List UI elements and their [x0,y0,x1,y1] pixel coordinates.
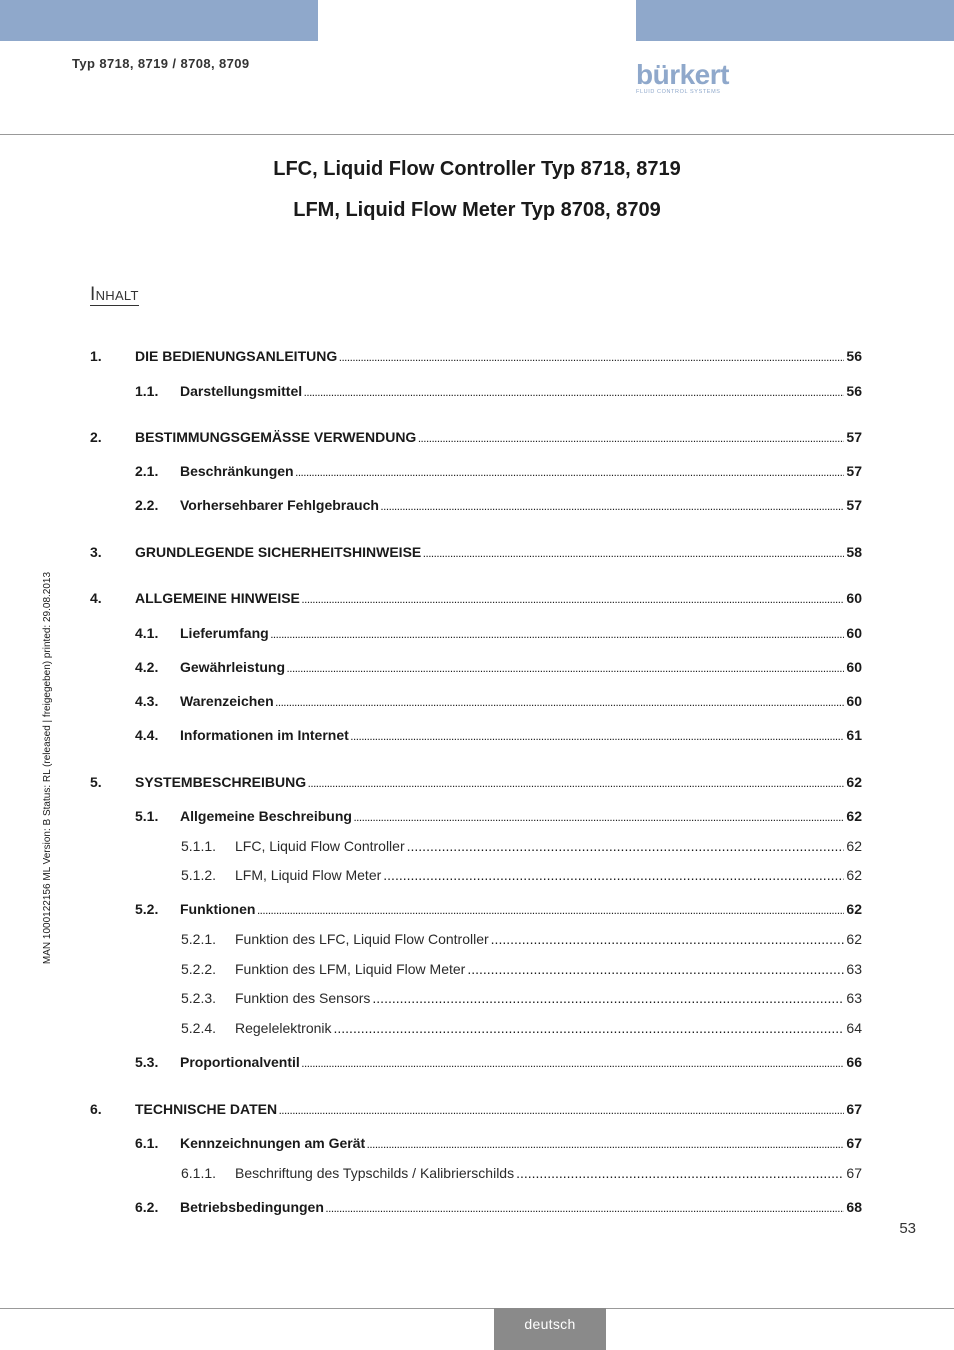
toc-leader-dots [351,729,845,747]
toc-leader-dots [296,465,845,483]
toc-entry-label: SYSTEMBESCHREIBUNG [135,774,307,790]
toc-leader-dots [334,1019,845,1037]
toc-entry-page: 57 [846,429,862,445]
toc-entry[interactable] [90,900,862,918]
toc-entry-label: LFC, Liquid Flow Controller [235,838,405,854]
toc-entry[interactable] [90,930,862,948]
toc-entry[interactable] [90,496,862,514]
toc-entry[interactable] [90,837,862,855]
toc-entry-number: 5.1. [135,808,159,824]
toc-entry-label: TECHNISCHE DATEN [135,1101,278,1117]
toc-leader-dots [276,695,845,713]
toc-entry-page: 67 [846,1165,862,1181]
toc-entry-number: 4.1. [135,625,159,641]
toc-entry[interactable] [90,624,862,642]
toc-entry[interactable] [90,1134,862,1152]
toc-entry[interactable] [90,1100,862,1118]
toc-entry-number: 5.1.1. [181,838,217,854]
toc-entry-label: Warenzeichen [180,693,274,709]
document-title-line2: LFM, Liquid Flow Meter Typ 8708, 8709 [293,199,661,221]
toc-entry-label: GRUNDLEGENDE SICHERHEITSHINWEISE [135,544,422,560]
toc-entry-label: Darstellungsmittel [180,383,303,399]
toc-entry-label: Allgemeine Beschreibung [180,808,352,824]
toc-entry-page: 62 [846,901,862,917]
toc-leader-dots [491,930,845,948]
toc-entry[interactable] [90,462,862,480]
header-divider [0,134,954,135]
toc-entry-label: DIE BEDIENUNGSANLEITUNG [135,348,338,364]
toc-entry-number: 6.2. [135,1199,159,1215]
toc-entry[interactable] [90,1019,862,1037]
toc-leader-dots [287,661,844,679]
toc-entry-page: 67 [846,1101,862,1117]
toc-entry-number: 5.2.4. [181,1020,217,1036]
toc-entry-page: 63 [846,990,862,1006]
toc-entry-page: 56 [846,383,862,399]
document-type: Typ 8718, 8719 / 8708, 8709 [72,56,250,71]
toc-leader-dots [279,1103,844,1121]
toc-entry[interactable] [90,807,862,825]
toc-entry-page: 62 [846,931,862,947]
toc-entry-number: 6.1.1. [181,1165,217,1181]
toc-leader-dots [372,989,844,1007]
toc-entry-label: Funktionen [180,901,256,917]
toc-entry-label: Kennzeichnungen am Gerät [180,1135,366,1151]
toc-leader-dots [271,627,845,645]
toc-leader-dots [308,776,844,794]
toc-entry-number: 2.1. [135,463,159,479]
toc-entry-label: Beschriftung des Typschilds / Kalibrierschilds [235,1165,515,1181]
toc-entry-number: 3. [90,544,102,560]
toc-entry[interactable] [90,989,862,1007]
toc-entry-page: 60 [846,693,862,709]
toc-leader-dots [418,431,844,449]
footer-divider [0,1308,954,1309]
toc-entry-page: 60 [846,625,862,641]
toc-entry-label: Proportionalventil [180,1054,300,1070]
toc-leader-dots [302,1056,845,1074]
toc-leader-dots [257,903,844,921]
toc-entry-page: 63 [846,961,862,977]
toc-entry-number: 5.2. [135,901,159,917]
toc-entry-label: Funktion des LFC, Liquid Flow Controller [235,931,489,947]
toc-entry[interactable] [90,773,862,791]
toc-entry-page: 60 [846,659,862,675]
toc-entry-label: LFM, Liquid Flow Meter [235,867,382,883]
header-bar-left [0,0,318,41]
toc-entry-label: Informationen im Internet [180,727,349,743]
toc-entry-number: 6.1. [135,1135,159,1151]
document-title-line1: LFC, Liquid Flow Controller Typ 8718, 8719 [273,158,681,180]
toc-entry[interactable] [90,866,862,884]
toc-entry-label: Lieferumfang [180,625,269,641]
toc-leader-dots [339,350,844,368]
toc-entry[interactable] [90,347,862,365]
toc-entry[interactable] [90,960,862,978]
toc-entry-label: Gewährleistung [180,659,286,675]
toc-entry-page: 62 [846,867,862,883]
toc-entry-page: 60 [846,590,862,606]
toc-entry-page: 58 [846,544,862,560]
toc-entry-label: Betriebsbedingungen [180,1199,324,1215]
toc-entry-label: Funktion des LFM, Liquid Flow Meter [235,961,466,977]
toc-entry[interactable] [90,658,862,676]
toc-entry-number: 1.1. [135,383,159,399]
toc-entry[interactable] [90,543,862,561]
toc-leader-dots [381,499,845,517]
toc-leader-dots [354,810,844,828]
toc-entry[interactable] [90,382,862,400]
toc-entry[interactable] [90,589,862,607]
document-metadata-vertical: MAN 1000122156 ML Version: B Status: RL (released | freigegeben) printed: 29.08.2013 [42,571,53,965]
toc-entry-number: 4.3. [135,693,159,709]
toc-entry-page: 61 [846,727,862,743]
toc-leader-dots [367,1137,844,1155]
toc-entry-page: 56 [846,348,862,364]
toc-entry[interactable] [90,1053,862,1071]
burkert-logo [636,58,736,98]
toc-entry-page: 57 [846,497,862,513]
toc-entry-page: 62 [846,808,862,824]
toc-leader-dots [383,866,844,884]
toc-entry-number: 6. [90,1101,102,1117]
toc-entry-label: BESTIMMUNGSGEMÄSSE VERWENDUNG [135,429,417,445]
contents-heading: Inhalt [90,284,139,305]
toc-entry-number: 5. [90,774,102,790]
toc-entry-number: 2. [90,429,102,445]
toc-entry-number: 4. [90,590,102,606]
toc-leader-dots [302,592,845,610]
toc-entry-number: 5.2.2. [181,961,217,977]
toc-entry-number: 5.1.2. [181,867,217,883]
toc-entry-number: 5.2.1. [181,931,217,947]
toc-leader-dots [467,960,844,978]
toc-leader-dots [326,1201,845,1219]
toc-entry[interactable] [90,692,862,710]
logo-wordmark: bürkert [636,59,729,90]
toc-entry-number: 2.2. [135,497,159,513]
page-number: 53 [899,1220,916,1237]
toc-entry-page: 67 [846,1135,862,1151]
toc-entry-number: 5.2.3. [181,990,217,1006]
toc-entry[interactable] [90,1198,862,1216]
toc-entry[interactable] [90,428,862,446]
logo-subtext: FLUID CONTROL SYSTEMS [636,89,721,95]
toc-entry-page: 66 [846,1054,862,1070]
toc-entry-number: 4.4. [135,727,159,743]
toc-entry-label: ALLGEMEINE HINWEISE [135,590,300,606]
toc-entry-page: 62 [846,838,862,854]
toc-entry-number: 1. [90,348,102,364]
toc-entry-label: Regelelektronik [235,1020,332,1036]
toc-entry-number: 5.3. [135,1054,159,1070]
toc-entry-label: Beschränkungen [180,463,294,479]
toc-entry-page: 68 [846,1199,862,1215]
toc-entry[interactable] [90,726,862,744]
toc-leader-dots [407,837,845,855]
toc-entry-label: Vorhersehbarer Fehlgebrauch [180,497,379,513]
toc-leader-dots [304,385,844,403]
toc-entry-page: 64 [846,1020,862,1036]
toc-entry-label: Funktion des Sensors [235,990,371,1006]
language-tab: deutsch [494,1308,606,1350]
toc-leader-dots [423,546,844,564]
toc-entry-page: 57 [846,463,862,479]
toc-entry-number: 4.2. [135,659,159,675]
toc-entry-page: 62 [846,774,862,790]
toc-entry[interactable] [90,1164,862,1182]
toc-leader-dots [516,1164,844,1182]
header-bar-right [636,0,954,41]
